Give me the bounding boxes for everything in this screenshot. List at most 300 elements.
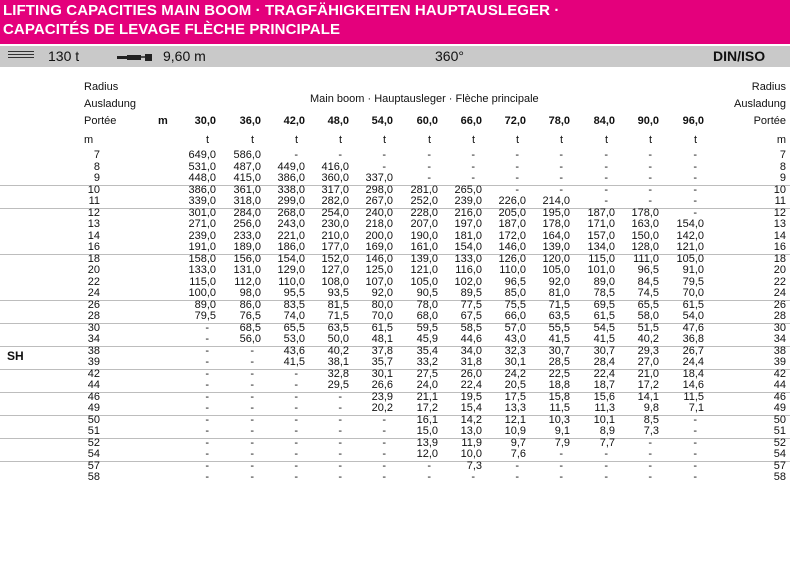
load-cell: 360,0 [321,172,349,184]
load-cell: - [648,184,652,196]
load-cell: 89,5 [460,287,482,299]
title-bar [0,0,790,44]
load-cell: - [294,402,298,414]
load-cell: 267,0 [365,195,393,207]
load-cell: - [205,333,209,345]
load-cell: 24,2 [504,368,526,380]
load-cell: 30,7 [548,345,570,357]
load-cell: - [427,460,431,472]
load-cell: 13,3 [504,402,526,414]
radius-cell-right: 8 [779,161,786,173]
load-cell: 205,0 [498,207,526,219]
radius-cell-right: 57 [773,460,786,472]
load-cell: - [205,322,209,334]
load-cell: 23,9 [371,391,393,403]
load-cell: - [205,448,209,460]
load-cell: 77,5 [460,299,482,311]
load-cell: - [250,356,254,368]
load-cell: - [338,414,342,426]
load-cell: - [294,368,298,380]
radius-cell: 30 [87,322,100,334]
load-cell: 134,0 [587,241,615,253]
radius-cell: 50 [87,414,100,426]
radius-cell-right: 46 [773,391,786,403]
load-cell: - [693,161,697,173]
load-cell: 22,5 [548,368,570,380]
load-cell: - [250,425,254,437]
boom-length-header: 54,0 [371,115,393,127]
load-cell: 131,0 [233,264,261,276]
load-unit: t [648,134,652,146]
load-cell: 38,1 [327,356,349,368]
load-cell: 107,0 [365,276,393,288]
load-cell: 32,8 [327,368,349,380]
load-cell: 76,5 [239,310,261,322]
load-cell: 317,0 [321,184,349,196]
load-cell: - [693,437,697,449]
load-cell: 98,0 [239,287,261,299]
load-cell: 156,0 [233,253,261,265]
load-cell: 50,0 [327,333,349,345]
load-cell: 32,3 [504,345,526,357]
load-cell: 171,0 [587,218,615,230]
load-cell: 89,0 [593,276,615,288]
load-cell: 189,0 [233,241,261,253]
load-cell: 56,0 [239,333,261,345]
load-cell: 186,0 [277,241,305,253]
load-cell: 70,0 [682,287,704,299]
load-cell: 181,0 [454,230,482,242]
load-cell: - [205,471,209,483]
load-cell: 54,5 [593,322,615,334]
load-cell: - [205,460,209,472]
load-cell: - [294,425,298,437]
load-cell: - [382,437,386,449]
radius-cell-right: 39 [773,356,786,368]
load-cell: - [338,460,342,472]
load-cell: 339,0 [188,195,216,207]
load-cell: 221,0 [277,230,305,242]
load-cell: 14,1 [637,391,659,403]
load-cell: 191,0 [188,241,216,253]
load-cell: 197,0 [454,218,482,230]
load-cell: 169,0 [365,241,393,253]
load-cell: 84,5 [637,276,659,288]
radius-cell-right: 58 [773,471,786,483]
load-cell: 128,0 [631,241,659,253]
load-cell: 586,0 [233,149,261,161]
load-cell: - [382,471,386,483]
load-cell: 51,5 [637,322,659,334]
load-cell: - [294,379,298,391]
load-cell: - [559,172,563,184]
load-cell: 146,0 [365,253,393,265]
load-cell: - [382,414,386,426]
load-cell: - [250,414,254,426]
load-cell: 58,0 [637,310,659,322]
load-cell: - [693,207,697,219]
load-cell: 115,0 [189,276,216,288]
load-cell: 281,0 [410,184,438,196]
load-cell: - [604,161,608,173]
radius-cell: 58 [87,471,100,483]
load-cell: 81,0 [548,287,570,299]
load-cell: 125,0 [365,264,393,276]
radius-cell-right: 51 [773,425,786,437]
load-cell: 210,0 [321,230,349,242]
boom-length-icon [8,51,34,61]
jib-icon [115,51,161,63]
load-cell: 338,0 [277,184,305,196]
boom-length-header: 42,0 [283,115,305,127]
radius-cell-right: 44 [773,379,786,391]
load-cell: 9,1 [554,425,570,437]
load-cell: 116,0 [455,264,482,276]
load-cell: - [693,172,697,184]
load-cell: 28,5 [548,356,570,368]
load-cell: - [693,195,697,207]
load-cell: 90,5 [416,287,438,299]
load-cell: 27,5 [416,368,438,380]
load-cell: - [250,391,254,403]
load-cell: 15,0 [416,425,438,437]
load-cell: 139,0 [542,241,570,253]
load-cell: 96,5 [504,276,526,288]
load-cell: 29,5 [327,379,349,391]
load-cell: 74,0 [283,310,305,322]
title-line-1: LIFTING CAPACITIES MAIN BOOM · TRAGFÄHIGKEITEN HAUPTAUSLEGER · [3,2,560,19]
load-cell: - [559,471,563,483]
load-cell: - [382,425,386,437]
load-cell: 228,0 [410,207,438,219]
load-cell: 34,0 [460,345,482,357]
load-cell: 65,5 [637,299,659,311]
load-cell: 67,5 [460,310,482,322]
load-cell: 146,0 [498,241,526,253]
load-cell: 20,2 [371,402,393,414]
load-cell: - [427,172,431,184]
load-cell: 7,3 [466,460,482,472]
load-cell: 112,0 [234,276,261,288]
load-cell: 29,3 [637,345,659,357]
load-cell: 17,2 [637,379,659,391]
radius-header-right-de: Ausladung [734,98,786,110]
boom-length-header: 96,0 [682,115,704,127]
load-cell: 187,0 [587,207,615,219]
radius-cell-right: 38 [773,345,786,357]
radius-cell: 28 [87,310,100,322]
load-cell: - [693,460,697,472]
radius-cell: 22 [87,276,100,288]
load-cell: 96,5 [637,264,659,276]
load-cell: 35,4 [416,345,438,357]
radius-cell: 38 [87,345,100,357]
radius-cell: 34 [87,333,100,345]
radius-cell: 20 [87,264,100,276]
load-cell: 127,0 [321,264,349,276]
load-cell: 214,0 [542,195,570,207]
load-cell: 163,0 [631,218,659,230]
radius-cell: 42 [87,368,100,380]
load-cell: - [559,149,563,161]
load-cell: 47,6 [682,322,704,334]
load-cell: 218,0 [365,218,393,230]
load-cell: - [604,184,608,196]
load-cell: 58,5 [460,322,482,334]
load-cell: - [250,460,254,472]
radius-cell-right: 16 [773,241,786,253]
load-cell: 195,0 [542,207,570,219]
load-cell: - [693,414,697,426]
radius-cell: 24 [87,287,100,299]
load-cell: 240,0 [365,207,393,219]
load-cell: 11,5 [683,391,704,403]
load-cell: - [294,460,298,472]
load-cell: - [515,460,519,472]
load-cell: - [604,172,608,184]
load-unit: t [250,134,254,146]
load-cell: - [250,402,254,414]
load-cell: - [294,414,298,426]
boom-length-header: 90,0 [637,115,659,127]
load-cell: - [693,184,697,196]
load-cell: 65,5 [283,322,305,334]
load-cell: 41,5 [548,333,570,345]
boom-length-header: 48,0 [327,115,349,127]
load-cell: 158,0 [188,253,216,265]
radius-cell-right: 20 [773,264,786,276]
load-cell: - [338,149,342,161]
load-cell: - [604,195,608,207]
load-cell: 89,0 [194,299,216,311]
load-cell: - [604,471,608,483]
radius-cell-right: 28 [773,310,786,322]
load-cell: - [250,437,254,449]
load-cell: - [250,448,254,460]
load-cell: 8,9 [599,425,615,437]
load-cell: 157,0 [587,230,615,242]
radius-cell-right: 7 [779,149,786,161]
load-cell: - [338,425,342,437]
load-cell: 69,5 [593,299,615,311]
load-cell: 68,0 [416,310,438,322]
load-cell: 301,0 [188,207,216,219]
radius-header-right-en: Radius [751,81,786,93]
radius-header-en: Radius [84,81,119,93]
radius-cell: 13 [87,218,100,230]
load-cell: 43,0 [504,333,526,345]
load-cell: - [205,356,209,368]
load-cell: 139,0 [410,253,438,265]
load-cell: 68,5 [239,322,261,334]
load-cell: - [559,161,563,173]
load-cell: - [250,345,254,357]
load-cell: 142,0 [676,230,704,242]
radius-cell-right: 24 [773,287,786,299]
load-cell: 21,1 [416,391,438,403]
load-cell: 154,0 [277,253,305,265]
load-cell: 40,2 [637,333,659,345]
load-unit: t [559,134,563,146]
load-cell: 415,0 [233,172,261,184]
load-cell: 61,5 [371,322,393,334]
load-cell: - [205,402,209,414]
load-cell: 318,0 [233,195,261,207]
load-cell: 10,9 [504,425,526,437]
load-unit: t [427,134,431,146]
load-cell: - [559,184,563,196]
load-cell: - [471,471,475,483]
load-cell: 33,2 [416,356,438,368]
load-cell: 243,0 [277,218,305,230]
load-cell: - [693,149,697,161]
radius-header-right-fr: Portée [753,115,786,127]
load-cell: 80,0 [371,299,393,311]
load-cell: 26,6 [371,379,393,391]
load-cell: 177,0 [321,241,349,253]
load-cell: 7,6 [510,448,526,460]
load-cell: - [382,161,386,173]
load-cell: - [648,195,652,207]
radius-header-fr: Portée [84,115,117,127]
load-cell: 21,0 [637,368,659,380]
load-cell: 7,1 [688,402,704,414]
load-cell: 230,0 [321,218,349,230]
load-cell: 111,0 [633,253,659,265]
load-cell: 121,0 [676,241,704,253]
load-cell: 78,5 [593,287,615,299]
load-cell: - [205,379,209,391]
load-cell: - [471,149,475,161]
load-cell: - [382,448,386,460]
load-cell: 200,0 [365,230,393,242]
radius-cell-right: 10 [773,184,786,196]
load-cell: 487,0 [233,161,261,173]
load-cell: 26,7 [682,345,704,357]
radius-unit-right: m [776,134,786,146]
load-cell: 233,0 [233,230,261,242]
load-cell: 10,3 [548,414,570,426]
load-cell: 105,0 [542,264,570,276]
load-cell: - [338,448,342,460]
load-cell: 79,5 [194,310,216,322]
load-cell: 63,5 [327,322,349,334]
load-cell: 85,0 [504,287,526,299]
load-cell: 71,5 [548,299,570,311]
load-cell: - [205,345,209,357]
load-cell: - [693,448,697,460]
load-cell: 71,5 [327,310,349,322]
load-cell: 18,8 [548,379,570,391]
load-cell: - [648,149,652,161]
load-cell: 239,0 [188,230,216,242]
load-cell: 31,8 [460,356,482,368]
radius-cell: 9 [93,172,100,184]
radius-header-de: Ausladung [84,98,136,110]
load-cell: 86,0 [239,299,261,311]
load-cell: 45,9 [416,333,438,345]
radius-cell-right: 9 [779,172,786,184]
load-cell: 92,0 [548,276,570,288]
load-cell: 10,0 [460,448,482,460]
load-cell: - [648,460,652,472]
load-cell: 27,0 [637,356,659,368]
load-cell: 337,0 [365,172,393,184]
load-cell: - [648,448,652,460]
title-line-2: CAPACITÉS DE LEVAGE FLÈCHE PRINCIPALE [3,21,341,38]
radius-cell-right: 22 [773,276,786,288]
load-cell: 120,0 [542,253,570,265]
load-cell: - [515,172,519,184]
load-cell: 12,0 [416,448,438,460]
radius-cell: 52 [87,437,100,449]
load-cell: 66,0 [504,310,526,322]
load-cell: 79,5 [682,276,704,288]
load-cell: 14,2 [460,414,482,426]
load-cell: 101,0 [587,264,615,276]
load-cell: 59,5 [416,322,438,334]
load-unit: t [294,134,298,146]
load-cell: 16,1 [416,414,438,426]
load-cell: - [294,149,298,161]
load-cell: 226,0 [498,195,526,207]
radius-cell-right: 26 [773,299,786,311]
radius-cell-right: 11 [774,195,786,207]
radius-cell: 10 [87,184,100,196]
load-cell: - [648,437,652,449]
radius-cell: 14 [87,230,100,242]
load-cell: - [515,471,519,483]
boom-length-header: 84,0 [593,115,615,127]
load-unit: t [338,134,342,146]
load-cell: 48,1 [371,333,393,345]
load-cell: 11,3 [594,402,615,414]
boom-length-header: 66,0 [460,115,482,127]
radius-cell: 44 [87,379,100,391]
boom-length-header: 78,0 [548,115,570,127]
load-unit: t [515,134,519,146]
load-unit: t [471,134,475,146]
radius-cell: 39 [87,356,100,368]
boom-caption: Main boom · Hauptausleger · Flèche principale [310,93,539,105]
load-unit: t [693,134,697,146]
load-cell: 448,0 [188,172,216,184]
radius-cell-right: 50 [773,414,786,426]
load-cell: - [604,448,608,460]
load-cell: - [205,368,209,380]
radius-cell-right: 14 [773,230,786,242]
load-cell: 37,8 [371,345,393,357]
load-cell: 75,5 [504,299,526,311]
radius-cell: 51 [87,425,100,437]
load-cell: 282,0 [321,195,349,207]
load-cell: - [382,149,386,161]
load-cell: - [382,460,386,472]
load-cell: - [294,448,298,460]
standard-label: DIN/ISO [713,48,766,64]
load-cell: - [471,161,475,173]
load-cell: 265,0 [454,184,482,196]
load-cell: - [427,149,431,161]
radius-cell: 54 [87,448,100,460]
load-cell: 61,5 [682,299,704,311]
radius-cell-right: 54 [773,448,786,460]
load-cell: 386,0 [277,172,305,184]
load-cell: - [250,379,254,391]
load-cell: 10,1 [593,414,615,426]
load-cell: 17,2 [416,402,438,414]
load-cell: - [515,161,519,173]
